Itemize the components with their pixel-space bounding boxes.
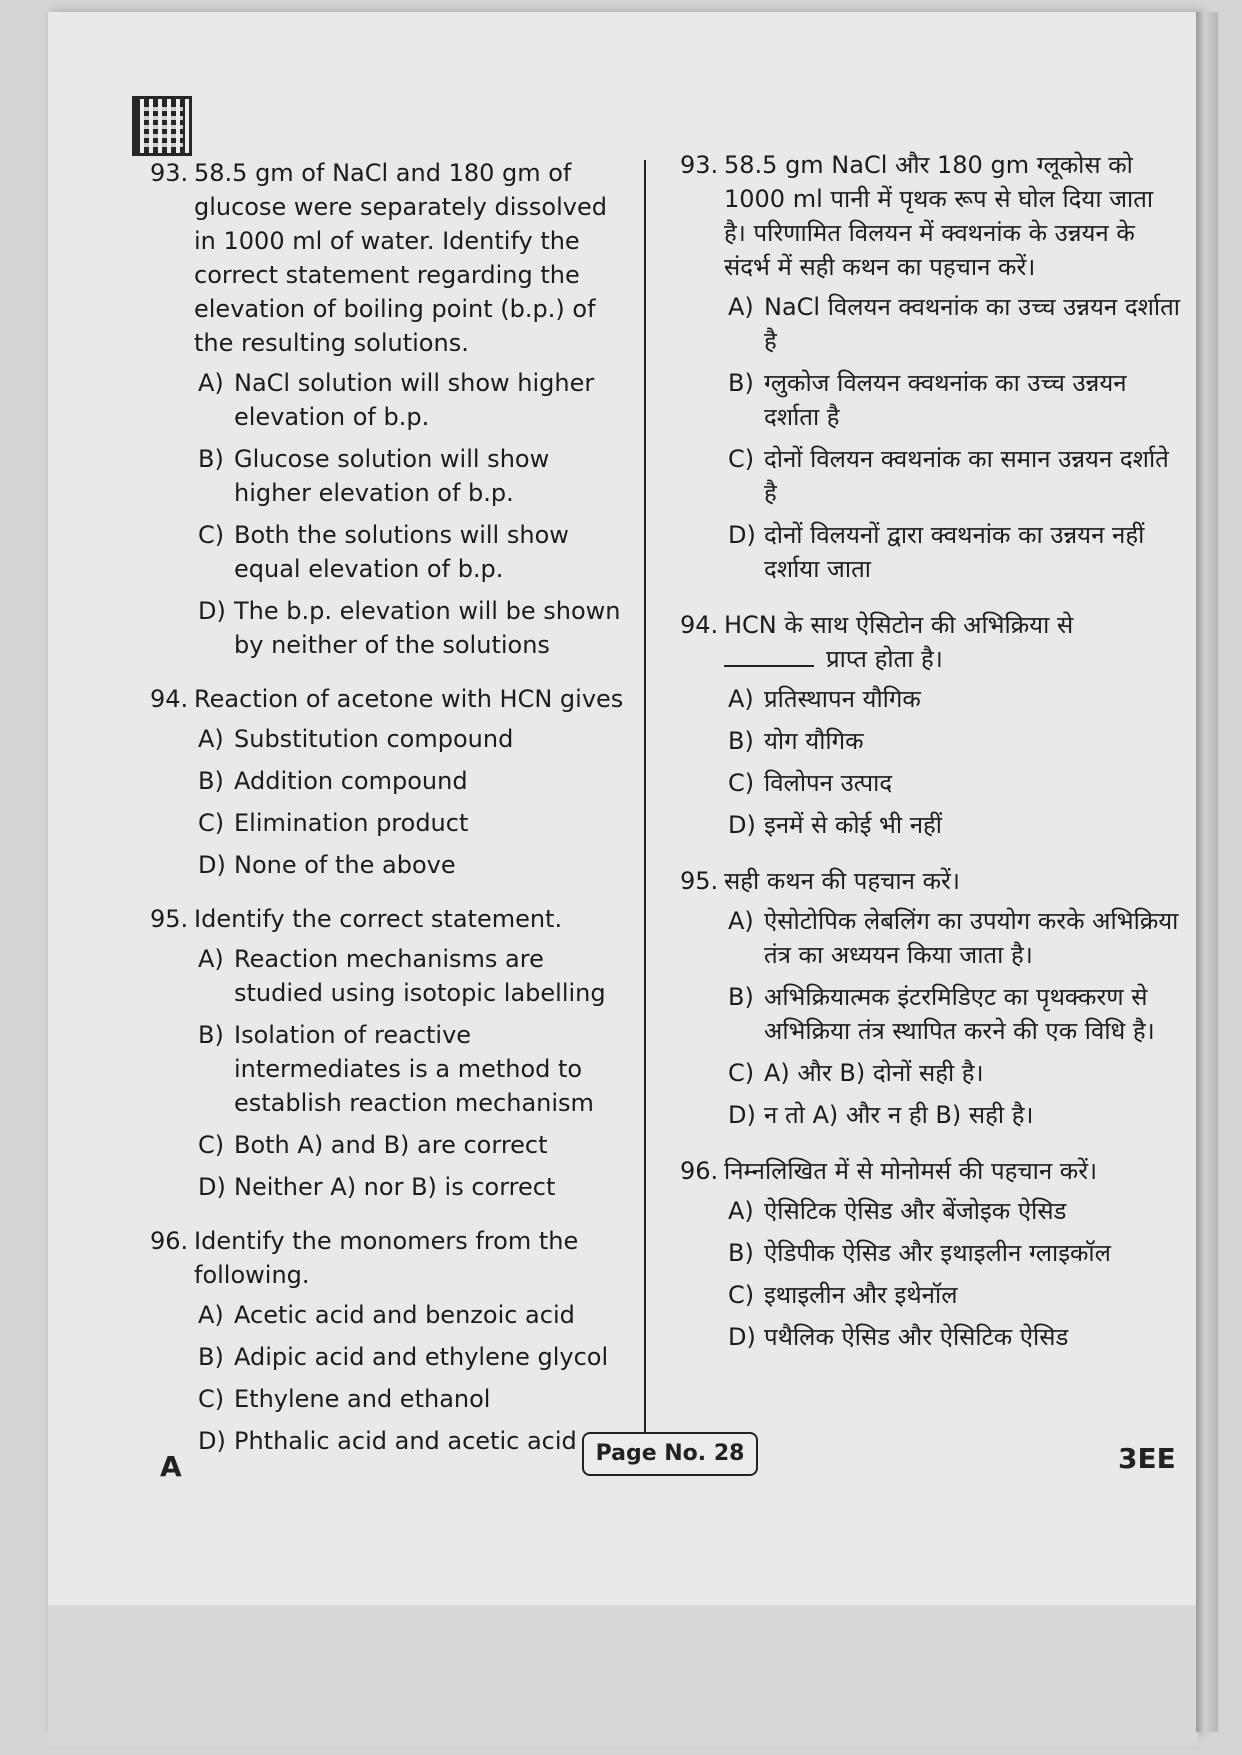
- option-a: A) Substitution compound: [198, 725, 514, 753]
- option-d: D) पथैलिक ऐसिड और ऐसिटिक ऐसिड: [728, 1323, 1069, 1351]
- option-c: C) Both A) and B) are correct: [198, 1131, 548, 1159]
- question-number: 95.: [680, 867, 719, 895]
- option-d: D) दोनों विलयनों द्वारा क्वथनांक का उन्नयन नहीं दर्शाया जाता: [728, 521, 1145, 583]
- option-a: A) NaCl solution will show higher elevation of b.p.: [198, 369, 595, 431]
- question-text: सही कथन की पहचान करें।: [724, 867, 960, 895]
- question-95-en: [150, 902, 630, 1204]
- question-94-hi: [680, 608, 1180, 842]
- option-c: C) Elimination product: [198, 809, 469, 837]
- option-a: A) प्रतिस्थापन यौगिक: [728, 685, 921, 713]
- option-b: B) Isolation of reactive intermediates is a method to establish reaction mechanism: [198, 1021, 594, 1117]
- option-a: A) Reaction mechanisms are studied using isotopic labelling: [198, 945, 606, 1007]
- question-93-hi: [680, 148, 1180, 586]
- option-a: A) ऐसोटोपिक लेबलिंग का उपयोग करके अभिक्रिया तंत्र का अध्ययन किया जाता है।: [728, 907, 1179, 969]
- option-c: C) A) और B) दोनों सही है।: [728, 1059, 984, 1087]
- option-a: A) NaCl विलयन क्वथनांक का उच्च उन्नयन दर्शाता है: [728, 293, 1180, 355]
- column-divider: [644, 160, 646, 1440]
- question-number: 95.: [150, 905, 189, 933]
- question-93-en: [150, 156, 630, 662]
- option-c: C) Both the solutions will show equal elevation of b.p.: [198, 521, 569, 583]
- book-spine: [1196, 12, 1218, 1732]
- option-d: D) The b.p. elevation will be shown by neither of the solutions: [198, 597, 621, 659]
- option-b: B) Adipic acid and ethylene glycol: [198, 1343, 609, 1371]
- page-bottom-margin: [48, 1605, 1198, 1745]
- question-number: 93.: [150, 159, 189, 187]
- question-text: Reaction of acetone with HCN gives: [194, 685, 624, 713]
- question-96-hi: [680, 1154, 1180, 1354]
- option-c: C) इथाइलीन और इथेनॉल: [728, 1281, 958, 1309]
- question-number: 93.: [680, 151, 719, 179]
- question-number: 94.: [150, 685, 189, 713]
- series-code: A: [160, 1450, 182, 1483]
- question-number: 96.: [150, 1227, 189, 1255]
- option-a: A) ऐसिटिक ऐसिड और बेंजोइक ऐसिड: [728, 1197, 1067, 1225]
- page-number: Page No. 28: [582, 1432, 758, 1476]
- option-b: B) योग यौगिक: [728, 727, 864, 755]
- option-d: D) न तो A) और न ही B) सही है।: [728, 1101, 1034, 1129]
- option-a: A) Acetic acid and benzoic acid: [198, 1301, 575, 1329]
- option-d: D) इनमें से कोई भी नहीं: [728, 811, 942, 839]
- option-b: B) अभिक्रियात्मक इंटरमिडिएट का पृथक्करण से अभिक्रिया तंत्र स्थापित करने की एक विधि है।: [728, 983, 1155, 1045]
- qr-code-icon: [132, 96, 192, 156]
- option-b: B) ऐडिपीक ऐसिड और इथाइलीन ग्लाइकॉल: [728, 1239, 1111, 1267]
- option-b: B) Addition compound: [198, 767, 468, 795]
- option-d: D) Neither A) nor B) is correct: [198, 1173, 556, 1201]
- option-c: C) Ethylene and ethanol: [198, 1385, 491, 1413]
- option-b: B) ग्लुकोज विलयन क्वथनांक का उच्च उन्नयन दर्शाता है: [728, 369, 1127, 431]
- question-text: 58.5 gm NaCl और 180 gm ग्लूकोस को 1000 ml पानी में पृथक रूप से घोल दिया जाता है। परिणामित विलयन में क्वथनांक के उन्नयन के संदर्भ में सही कथन का पहचान करें।: [724, 151, 1154, 281]
- option-c: C) विलोपन उत्पाद: [728, 769, 893, 797]
- option-d: D) None of the above: [198, 851, 456, 879]
- hindi-column: [680, 148, 1180, 1368]
- option-b: B) Glucose solution will show higher elevation of b.p.: [198, 445, 550, 507]
- question-94-en: [150, 682, 630, 882]
- question-text: Identify the monomers from the following.: [194, 1227, 579, 1289]
- question-95-hi: [680, 864, 1180, 1132]
- option-d: D) Phthalic acid and acetic acid: [198, 1427, 577, 1455]
- english-column: [150, 156, 630, 1472]
- paper-code: 3EE: [1118, 1442, 1176, 1475]
- question-text: HCN के साथ ऐसिटोन की अभिक्रिया से प्राप्त होता है।: [724, 611, 1074, 673]
- question-text: Identify the correct statement.: [194, 905, 563, 933]
- question-text: 58.5 gm of NaCl and 180 gm of glucose were separately dissolved in 1000 ml of water. Identify the correct statement regarding the elevation of boiling point (b.p.) of the resulting solutions.: [194, 159, 607, 357]
- question-text: निम्नलिखित में से मोनोमर्स की पहचान करें।: [724, 1157, 1098, 1185]
- question-number: 96.: [680, 1157, 719, 1185]
- question-number: 94.: [680, 611, 719, 639]
- question-96-en: [150, 1224, 630, 1458]
- answer-blank: [724, 645, 814, 667]
- option-c: C) दोनों विलयन क्वथनांक का समान उन्नयन दर्शाते है: [728, 445, 1169, 507]
